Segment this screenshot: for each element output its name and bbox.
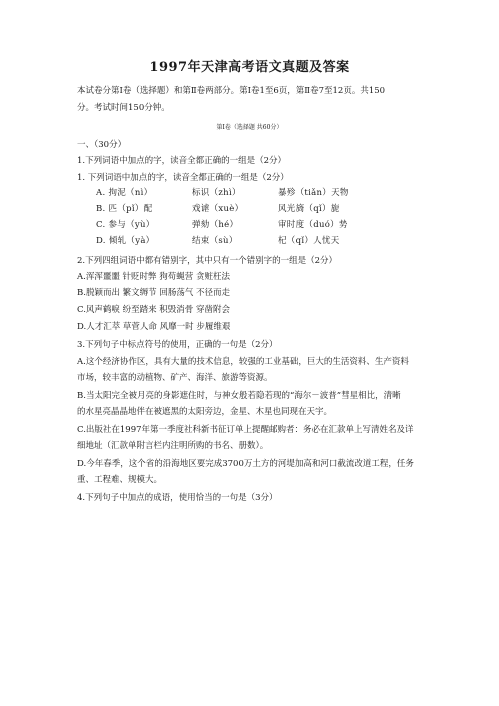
q3-option-c-cont: 细地址（汇款单附言栏内注明所购的书名、册数）。	[77, 441, 269, 451]
q3-option-a: A.这个经济协作区，具有大量的技术信息，较强的工业基础，巨大的生活资料、生产资料	[77, 357, 409, 367]
q2-option-b: B.脱颖而出 繁文缛节 回肠荡气 不径而走	[77, 288, 231, 298]
q1-option-c-3: 审时度（duó）势	[278, 220, 348, 230]
q1-option-c-1: C. 参与（yù）	[96, 220, 155, 230]
intro-line: 分。考试时间150分钟。	[77, 103, 170, 113]
q3-option-d: D.今年春季，这个省的沿海地区要完成3700万土方的河堤加高和河口截流改道工程，任务	[77, 459, 414, 469]
q1-option-c-2: 弹劾（hé）	[192, 220, 239, 230]
document-title: 1997年天津高考语文真题及答案	[149, 60, 350, 75]
q1-option-d-2: 结束（sù）	[192, 236, 238, 246]
q2-option-a: A.浑浑噩噩 针贬时弊 狗苟蝇营 贪赃枉法	[77, 272, 230, 282]
q1-option-d-3: 杞（qǐ）人忧天	[278, 236, 340, 246]
question-2: 2.下列四组词语中都有错别字，其中只有一个错别字的一组是（2分）	[77, 256, 338, 266]
q3-option-b: B.当太阳完全被月亮的身影遮住时，与神女般若隐若现的“海尔－波普”彗星相比，清晰	[77, 391, 401, 401]
q3-option-c: C.出版社在1997年第一季度社科新书征订单上提醒邮购者：务必在汇款单上写清姓名及详	[77, 425, 414, 435]
q1-option-a-3: 暴殄（tiǎn）天物	[278, 188, 349, 198]
q1-option-a-1: A. 拘泥（nì）	[96, 188, 153, 198]
q1-option-a-2: 标识（zhì）	[192, 188, 241, 198]
q1-option-d-1: D. 倾轧（yà）	[96, 236, 155, 246]
q1-option-b-3: 风光旖（qǐ）旎	[278, 204, 340, 214]
intro-line: 本试卷分第Ⅰ卷（选择题）和第Ⅱ卷两部分。第Ⅰ卷1至6页，第Ⅱ卷7至12页。共150	[77, 86, 386, 96]
q3-option-a-cont: 市场，较丰富的动植物、矿产、海洋、旅游等资源。	[77, 373, 273, 383]
q1-option-b-1: B. 匹（pǐ）配	[96, 204, 153, 214]
section-title: 第Ⅰ卷（选择题 共60分）	[216, 124, 283, 131]
q1-option-b-2: 戏谑（xuè）	[192, 204, 244, 214]
q3-option-d-cont: 重、工程难、规模大。	[77, 475, 163, 485]
q2-option-d: D.人才汇萃 草菅人命 风靡一时 步履维艰	[77, 322, 231, 332]
part-heading: 一、（30分）	[77, 140, 127, 150]
question-3: 3.下列句子中标点符号的使用，正确的一句是（2分）	[77, 340, 278, 350]
question-1: 1.下列词语中加点的字，读音全都正确的一组是（2分）	[77, 156, 287, 166]
q2-option-c: C.风声鹤唳 纷至踏来 积毁消骨 穿凿附会	[77, 305, 231, 315]
question-4: 4.下列句子中加点的成语，使用恰当的一句是（3分）	[77, 493, 278, 503]
question-1-repeat: 1. 下列词语中加点的字，读音全都正确的一组是（2分）	[77, 173, 289, 183]
q3-option-b-cont: 的水星亮晶晶地伴在被遮黑的太阳旁边，金星、木星也同现在天宇。	[77, 407, 333, 417]
